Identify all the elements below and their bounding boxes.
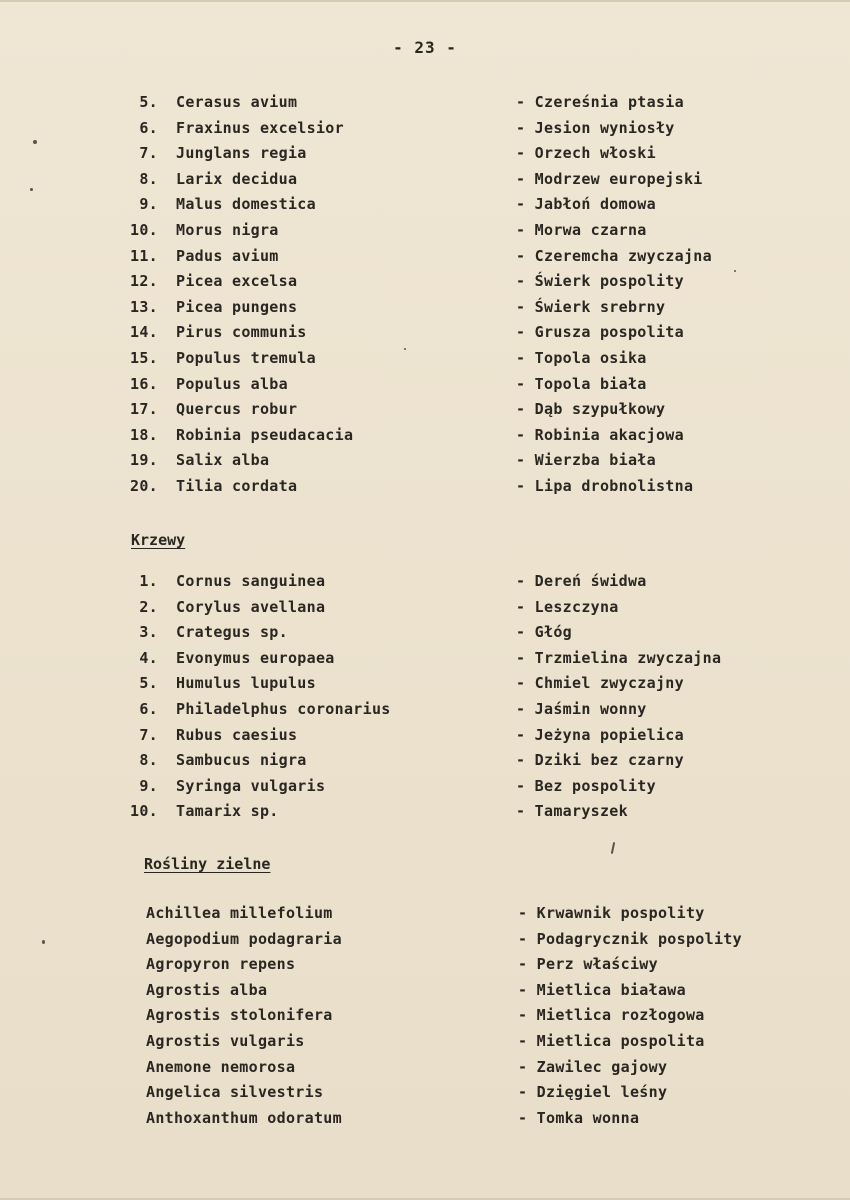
latin-name: Philadelphus coronarius [176, 700, 391, 718]
item-number: 14. [130, 323, 158, 342]
latin-name: Tilia cordata [176, 477, 298, 495]
item-number: 19. [130, 451, 158, 470]
list-item [0, 904, 850, 924]
polish-name: - Czeremcha zwyczajna [516, 246, 712, 265]
polish-name: - Dzięgiel leśny [518, 1083, 668, 1102]
list-item [0, 400, 850, 420]
item-number: 6. [139, 700, 158, 718]
latin-name: Tamarix sp. [176, 802, 279, 821]
latin-name: Agrostis alba [146, 980, 268, 999]
latin-name: Morus nigra [176, 221, 279, 239]
list-item [0, 298, 850, 318]
list-item [0, 93, 850, 113]
list-item [0, 349, 850, 369]
latin-name: Picea pungens [176, 297, 298, 316]
polish-name: - Dereń świdwa [516, 572, 647, 590]
item-number: 7. [139, 725, 158, 744]
polish-name: - Jesion wyniosły [516, 118, 675, 137]
list-item [0, 1109, 850, 1129]
polish-name: - Jabłoń domowa [516, 195, 656, 214]
item-number: 6. [139, 118, 158, 137]
polish-name: - Leszczyna [516, 597, 619, 616]
item-number: 18. [130, 425, 158, 444]
list-item [0, 955, 850, 975]
list-item [0, 700, 850, 720]
list-item [0, 674, 850, 694]
latin-name: Humulus lupulus [176, 674, 316, 693]
polish-name: - Chmiel zwyczajny [516, 674, 684, 693]
polish-name: - Czereśnia ptasia [516, 93, 684, 111]
polish-name: - Modrzew europejski [516, 169, 703, 188]
polish-name: - Krwawnik pospolity [518, 904, 705, 922]
paper-speck [42, 940, 45, 944]
list-item [0, 451, 850, 471]
item-number: 9. [139, 776, 158, 795]
list-item [0, 649, 850, 669]
list-item [0, 144, 850, 164]
latin-name: Corylus avellana [176, 597, 326, 616]
latin-name: Fraxinus excelsior [176, 118, 344, 137]
list-item [0, 572, 850, 592]
polish-name: - Mietlica biaława [518, 980, 686, 999]
list-item [0, 170, 850, 190]
latin-name: Malus domestica [176, 195, 316, 214]
item-number: 5. [139, 93, 158, 111]
latin-name: Syringa vulgaris [176, 776, 326, 795]
list-item [0, 751, 850, 771]
latin-name: Aegopodium podagraria [146, 929, 342, 948]
item-number: 3. [139, 623, 158, 642]
page-number: - 23 - [393, 38, 457, 57]
latin-name: Anemone nemorosa [146, 1057, 296, 1076]
latin-name: Populus tremula [176, 349, 316, 367]
polish-name: - Podagrycznik pospolity [518, 929, 742, 948]
paper-speck [33, 140, 37, 144]
polish-name: - Robinia akacjowa [516, 425, 684, 444]
item-number: 16. [130, 374, 158, 393]
polish-name: - Świerk pospolity [516, 272, 684, 291]
item-number: 8. [139, 751, 158, 770]
list-item [0, 221, 850, 241]
item-number: 10. [130, 802, 158, 821]
latin-name: Evonymus europaea [176, 648, 335, 667]
page-top-edge [0, 0, 850, 2]
polish-name: - Morwa czarna [516, 221, 647, 239]
list-item [0, 119, 850, 139]
latin-name: Anthoxanthum odoratum [146, 1108, 342, 1127]
latin-name: Larix decidua [176, 169, 298, 188]
list-item [0, 623, 850, 643]
polish-name: - Tomka wonna [518, 1108, 640, 1127]
list-item [0, 930, 850, 950]
item-number: 1. [139, 572, 158, 590]
item-number: 20. [130, 477, 158, 495]
latin-name: Rubus caesius [176, 725, 298, 744]
list-item [0, 477, 850, 497]
list-item [0, 777, 850, 797]
polish-name: - Głóg [516, 623, 572, 642]
item-number: 11. [130, 246, 158, 265]
item-number: 13. [130, 297, 158, 316]
polish-name: - Jaśmin wonny [516, 700, 647, 718]
latin-name: Crategus sp. [176, 623, 288, 642]
list-item [0, 247, 850, 267]
polish-name: - Dziki bez czarny [516, 751, 684, 770]
list-item [0, 1058, 850, 1078]
polish-name: - Tamaryszek [516, 802, 628, 821]
polish-name: - Bez pospolity [516, 776, 656, 795]
list-item [0, 195, 850, 215]
list-item [0, 802, 850, 822]
latin-name: Cornus sanguinea [176, 572, 326, 590]
polish-name: - Topola biała [516, 374, 647, 393]
polish-name: - Grusza pospolita [516, 323, 684, 342]
item-number: 8. [139, 169, 158, 188]
latin-name: Achillea millefolium [146, 904, 333, 922]
item-number: 12. [130, 272, 158, 291]
paper-speck [611, 842, 615, 854]
latin-name: Salix alba [176, 451, 270, 470]
latin-name: Padus avium [176, 246, 279, 265]
list-item [0, 981, 850, 1001]
latin-name: Angelica silvestris [146, 1083, 324, 1102]
polish-name: - Trzmielina zwyczajna [516, 648, 722, 667]
list-item [0, 375, 850, 395]
polish-name: - Perz właściwy [518, 955, 658, 974]
paper-speck [404, 348, 406, 350]
item-number: 9. [139, 195, 158, 214]
polish-name: - Mietlica rozłogowa [518, 1006, 705, 1025]
item-number: 7. [139, 144, 158, 163]
latin-name: Picea excelsa [176, 272, 298, 291]
polish-name: - Zawilec gajowy [518, 1057, 668, 1076]
latin-name: Sambucus nigra [176, 751, 307, 770]
item-number: 15. [130, 349, 158, 367]
polish-name: - Świerk srebrny [516, 297, 666, 316]
list-item [0, 272, 850, 292]
list-item [0, 426, 850, 446]
polish-name: - Orzech włoski [516, 144, 656, 163]
latin-name: Pirus communis [176, 323, 307, 342]
paper-speck [30, 188, 33, 191]
latin-name: Junglans regia [176, 144, 307, 163]
latin-name: Cerasus avium [176, 93, 298, 111]
polish-name: - Jeżyna popielica [516, 725, 684, 744]
polish-name: - Mietlica pospolita [518, 1032, 705, 1050]
item-number: 4. [139, 648, 158, 667]
paper-speck [734, 270, 736, 272]
list-item [0, 598, 850, 618]
polish-name: - Wierzba biała [516, 451, 656, 470]
item-number: 17. [130, 400, 158, 419]
list-item [0, 1032, 850, 1052]
list-item [0, 726, 850, 746]
latin-name: Agrostis stolonifera [146, 1006, 333, 1025]
list-item [0, 1083, 850, 1103]
latin-name: Agropyron repens [146, 955, 296, 974]
latin-name: Populus alba [176, 374, 288, 393]
herbs-heading: Rośliny zielne [144, 855, 271, 873]
shrubs-heading: Krzewy [131, 531, 186, 549]
latin-name: Agrostis vulgaris [146, 1032, 305, 1050]
item-number: 10. [130, 221, 158, 239]
polish-name: - Dąb szypułkowy [516, 400, 666, 419]
list-item [0, 323, 850, 343]
item-number: 2. [139, 597, 158, 616]
list-item [0, 1006, 850, 1026]
latin-name: Quercus robur [176, 400, 298, 419]
item-number: 5. [139, 674, 158, 693]
polish-name: - Topola osika [516, 349, 647, 367]
latin-name: Robinia pseudacacia [176, 425, 354, 444]
polish-name: - Lipa drobnolistna [516, 477, 694, 495]
